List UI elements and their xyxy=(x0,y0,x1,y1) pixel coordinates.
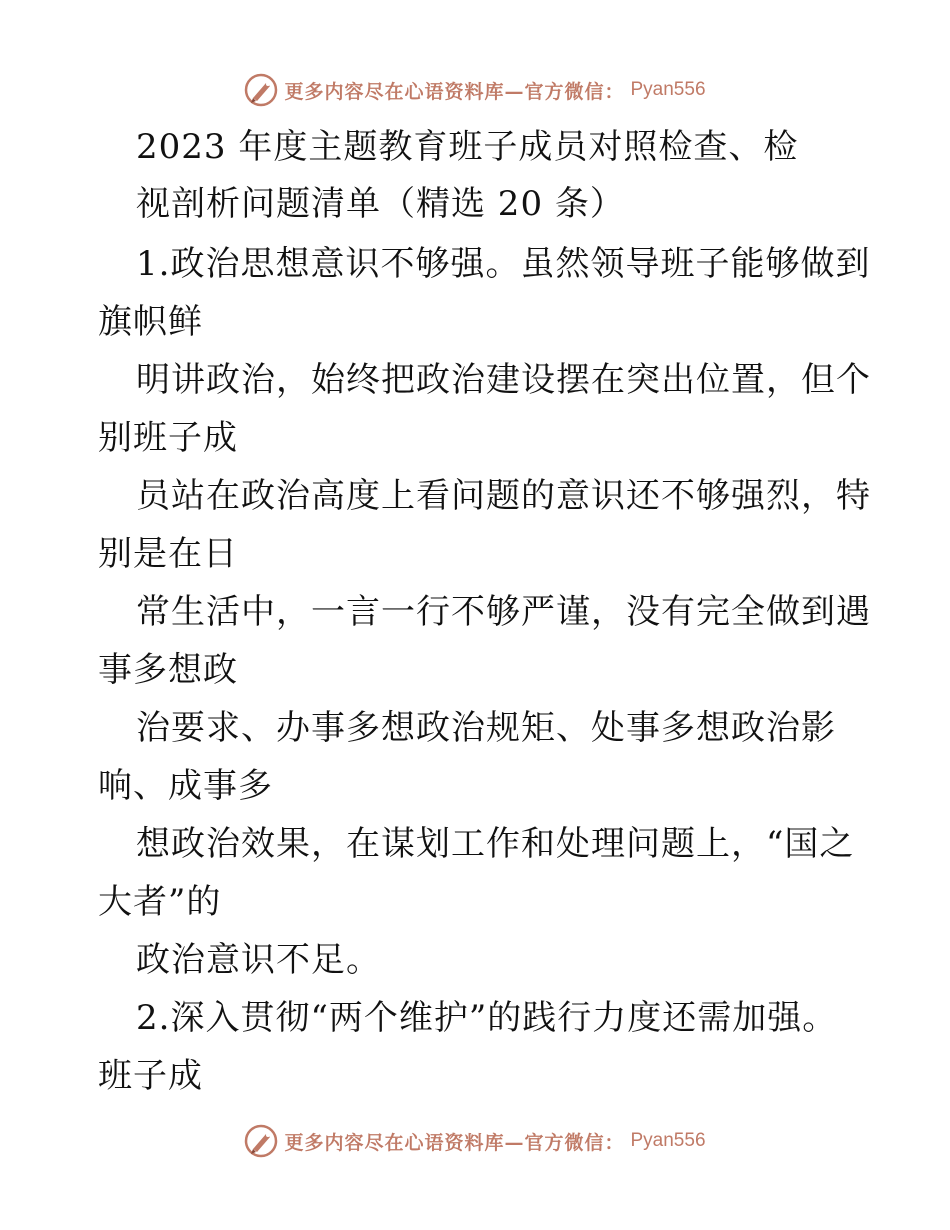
watermark-wechat-id: Pyan556 xyxy=(630,79,706,100)
paragraph-line: 旗帜鲜 xyxy=(98,302,203,342)
paragraph-line: 明讲政治，始终把政治建设摆在突出位置，但个 xyxy=(136,360,871,400)
document-title-line-1: 2023 年度主题教育班子成员对照检查、检 xyxy=(136,127,799,167)
watermark-header xyxy=(0,70,950,110)
watermark-footer xyxy=(0,1121,950,1161)
paragraph-line: 大者”的 xyxy=(98,882,222,922)
paragraph-line: 1.政治思想意识不够强。虽然领导班子能够做到 xyxy=(136,244,871,284)
paragraph-line: 常生活中，一言一行不够严谨，没有完全做到遇 xyxy=(136,592,871,632)
pen-nib-logo-icon xyxy=(244,1124,278,1158)
paragraph-line: 想政治效果，在谋划工作和处理问题上，“国之 xyxy=(136,824,855,864)
pen-nib-logo-icon xyxy=(244,73,278,107)
watermark-wechat-id: Pyan556 xyxy=(630,1130,706,1151)
paragraph-line: 别班子成 xyxy=(98,418,238,458)
watermark-text: 更多内容尽在心语资料库—官方微信： xyxy=(284,1131,625,1154)
paragraph-line: 班子成 xyxy=(98,1056,203,1096)
paragraph-line: 治要求、办事多想政治规矩、处事多想政治影 xyxy=(136,708,836,748)
watermark-text: 更多内容尽在心语资料库—官方微信： xyxy=(284,80,625,103)
paragraph-line: 别是在日 xyxy=(98,534,238,574)
paragraph-line: 2.深入贯彻“两个维护”的践行力度还需加强。 xyxy=(136,998,838,1038)
paragraph-line: 事多想政 xyxy=(98,650,238,690)
paragraph-line: 政治意识不足。 xyxy=(136,940,381,980)
paragraph-line: 员站在政治高度上看问题的意识还不够强烈，特 xyxy=(136,476,871,516)
paragraph-line: 响、成事多 xyxy=(98,766,273,806)
document-title-line-2: 视剖析问题清单（精选 20 条） xyxy=(136,184,625,224)
